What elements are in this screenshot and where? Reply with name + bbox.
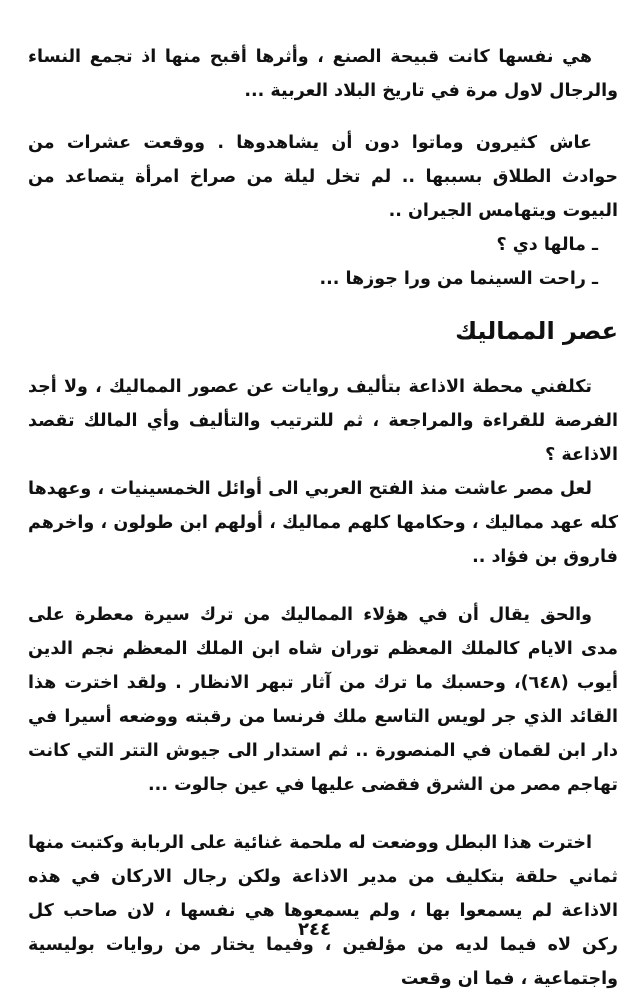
page-body xyxy=(28,40,618,996)
paragraph-5: والحق يقال أن في هؤلاء المماليك من ترك سيرة معطرة على مدى الايام كالملك المعظم توران شاه ابن الملك المعظم نجم الدين أيوب (٦٤٨)، وحسبك ما ترك من آثار تبهر الانظار . ولقد اخترت هذا القائد الذي جر لويس التاسع ملك فرنسا من رقبته ووضعه أسيرا في دار ابن لقمان في المنصورة .. ثم استدار الى جيوش التتر التي كانت تهاجم مصر من الشرق فقضى عليها في عين جالوت ... xyxy=(28,605,618,795)
page-number: ٢٤٤ xyxy=(298,919,331,940)
paragraph-3: تكلفني محطة الاذاعة بتأليف روايات عن عصور المماليك ، ولا أجد الفرصة للقراءة والمراجعة ، ثم للترتيب والتأليف وأي المالك تقصد الاذاعة ؟ xyxy=(28,377,618,465)
paragraph-2: عاش كثيرون وماتوا دون أن يشاهدوها . ووقعت عشرات من حوادث الطلاق بسببها .. لم تخل ليلة من صراخ امرأة يتصاعد من البيوت ويتهامس الجيران .. xyxy=(28,133,618,221)
section-heading: عصر المماليك xyxy=(455,317,618,345)
paragraph-6: اخترت هذا البطل ووضعت له ملحمة غنائية على الربابة وكتبت منها ثماني حلقة بتكليف من مدير الاذاعة ولكن رجال الاركان في هذه الاذاعة لم يسمعوا بها ، ولم يسمعوها هي نفسها ، لان صاحب كل ركن لاه فيما لديه من مؤلفين ، وفيما يختار من روايات بوليسية واجتماعية ، فما ان وقعت xyxy=(28,833,618,989)
paragraph-4: لعل مصر عاشت منذ الفتح العربي الى أوائل الخمسينيات ، وعهدها كله عهد مماليك ، وحكامها كلهم مماليك ، أولهم ابن طولون ، واخرهم فاروق بن فؤاد .. xyxy=(28,479,618,567)
paragraph-1: هي نفسها كانت قبيحة الصنع ، وأثرها أقبح منها اذ تجمع النساء والرجال لاول مرة في تاريخ البلاد العربية ... xyxy=(28,47,618,101)
dialogue-line-1: ـ مالها دي ؟ xyxy=(496,235,598,255)
dialogue-line-2: ـ راحت السينما من ورا جوزها ... xyxy=(319,269,598,289)
